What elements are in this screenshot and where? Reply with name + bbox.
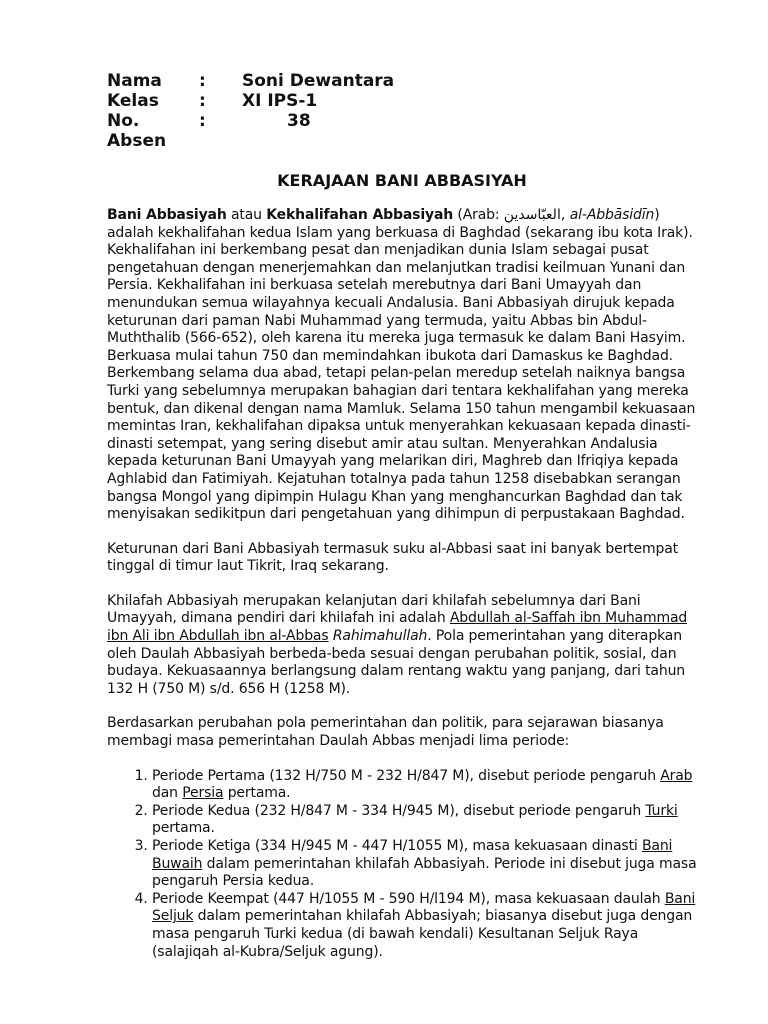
text-segment: Periode Kedua (232 H/847 M - 334 H/945 M), disebut periode pengaruh (152, 802, 646, 819)
kelas-row (107, 91, 394, 111)
link-bani-buwaih[interactable]: Bani Buwaih (152, 838, 673, 872)
link-persia[interactable]: Persia (182, 785, 224, 802)
paragraph-periods-intro: Berdasarkan perubahan pola pemerintahan dan politik, para sejarawan biasanya membagi masa pemerintahan Daulah Abbas menjadi lima periode: (107, 715, 664, 750)
text-segment: dan (152, 785, 183, 802)
text-segment: Periode Ketiga (334 H/945 M - 447 H/1055 M), masa kekuasaan dinasti (152, 838, 642, 854)
periods-list (107, 768, 699, 962)
link-abdullah-al-saffah[interactable]: Abdullah al-Saffah ibn Muhammad ibn Ali ibn Abdullah ibn al-Abbas (107, 610, 688, 645)
absen-value: 38 (287, 111, 311, 131)
text-segment: pertama. (223, 785, 291, 802)
link-arab[interactable]: Arab (660, 767, 693, 784)
term-al-abbasidin: al-Abbāsidīn (569, 207, 655, 223)
document-title: KERAJAAN BANI ABBASIYAH (277, 171, 527, 190)
kelas-value: XI IPS-1 (242, 91, 318, 111)
nama-value: Soni Dewantara (242, 71, 395, 91)
list-item (152, 891, 699, 961)
text-segment: . Pola pemerintahan yang diterapkan oleh Daulah Abbasiyah berbeda-beda sesuai dengan perubahan politik, sosial, dan budaya. Kekuasaannya berlangsung dalam rentang waktu yang panjang, dari tahun 132 H (750 M) s/d. 656 H (1258 M). (107, 628, 686, 697)
paragraph-intro (107, 207, 699, 524)
text-segment: Periode Keempat (447 H/1055 M - 590 H/l194 M), masa kekuasaan daulah (152, 890, 665, 907)
list-item (152, 803, 699, 838)
text-segment: dalam pemerintahan khilafah Abbasiyah. Periode ini disebut juga masa pengaruh Persia kedua. (152, 855, 697, 890)
list-item (152, 838, 699, 891)
text-segment: ) adalah kekhalifahan kedua Islam yang berkuasa di Baghdad (sekarang ibu kota Irak). Kekhalifahan ini berkembang pesat dan menjadikan dunia Islam sebagai pusat pengetahuan dengan menerjemahkan dan melanjutkan tradisi keilmuan Yunani dan Persia. Kekhalifahan ini berkuasa setelah merebutnya dari Bani Umayyah dan menundukan semua wilayahnya kecuali Andalusia. Bani Abbasiyah dirujuk kepada keturunan dari paman Nabi Muhammad yang termuda, yaitu Abbas bin Abdul-Muththalib (566-652), oleh karena itu mereka juga termasuk ke dalam Bani Hasyim. Berkuasa mulai tahun 750 dan memindahkan ibukota dari Damaskus ke Baghdad. Berkembang selama dua abad, tetapi pelan-pelan meredup setelah naiknya bangsa Turki yang sebelumnya merupakan bahagian dari tentara kekhalifahan yang mereka bentuk, dan dikenal dengan nama Mamluk. Selama 150 tahun mengambil kekuasaan memintas Iran, kekhalifahan dipaksa untuk menyerahkan kekuasaan kepada dinasti-dinasti setempat, yang sering disebut amir atau sultan. Menyerahkan Andalusia kepada keturunan Bani Umayyah yang melarikan diri, Maghreb dan Ifriqiya kepada Aghlabid dan Fatimiyah. Kejatuhan totalnya pada tahun 1258 disebabkan serangan bangsa Mongol yang dipimpin Hulagu Khan yang menghancurkan Baghdad dan tak menyisakan sedikitpun dari pengetahuan yang dihimpun di perpustakaan Baghdad. (107, 207, 696, 523)
absen-row (107, 111, 394, 151)
absen-label: No. Absen (107, 111, 167, 151)
term-kekhalifahan-abbasiyah: Kekhalifahan Abbasiyah (266, 207, 454, 223)
text-segment: (Arab: العبّاسدين, (453, 207, 570, 223)
absen-colon: : (199, 111, 206, 131)
term-bani-abbasiyah: Bani Abbasiyah (107, 207, 227, 223)
text-segment: pertama. (152, 820, 215, 837)
link-turki[interactable]: Turki (645, 802, 678, 819)
nama-row (107, 71, 394, 91)
nama-colon: : (199, 71, 206, 91)
text-segment: Periode Pertama (132 H/750 M - 232 H/847 M), disebut periode pengaruh (152, 767, 661, 784)
term-rahimahullah: Rahimahullah (332, 628, 428, 645)
document-body (107, 207, 699, 961)
text-segment: Khilafah Abbasiyah merupakan kelanjutan dari khilafah sebelumnya dari Bani Umayyah, dimana pendiri dari khilafah ini adalah (107, 592, 641, 627)
kelas-colon: : (199, 91, 206, 111)
list-item (152, 768, 699, 803)
student-info (107, 71, 394, 151)
nama-label: Nama (107, 71, 162, 91)
kelas-label: Kelas (107, 91, 159, 111)
paragraph-khilafah (107, 593, 699, 699)
text-segment: dalam pemerintahan khilafah Abbasiyah; biasanya disebut juga dengan masa pengaruh Turki kedua (di bawah kendali) Kesultanan Seljuk Raya (salajiqah al-Kubra/Seljuk agung). (152, 908, 693, 960)
text-segment: atau (226, 207, 267, 223)
paragraph-descendants: Keturunan dari Bani Abbasiyah termasuk suku al-Abbasi saat ini banyak bertempat tinggal di timur laut Tikrit, Iraq sekarang. (107, 540, 678, 575)
link-bani-seljuk[interactable]: Bani Seljuk (152, 890, 696, 925)
